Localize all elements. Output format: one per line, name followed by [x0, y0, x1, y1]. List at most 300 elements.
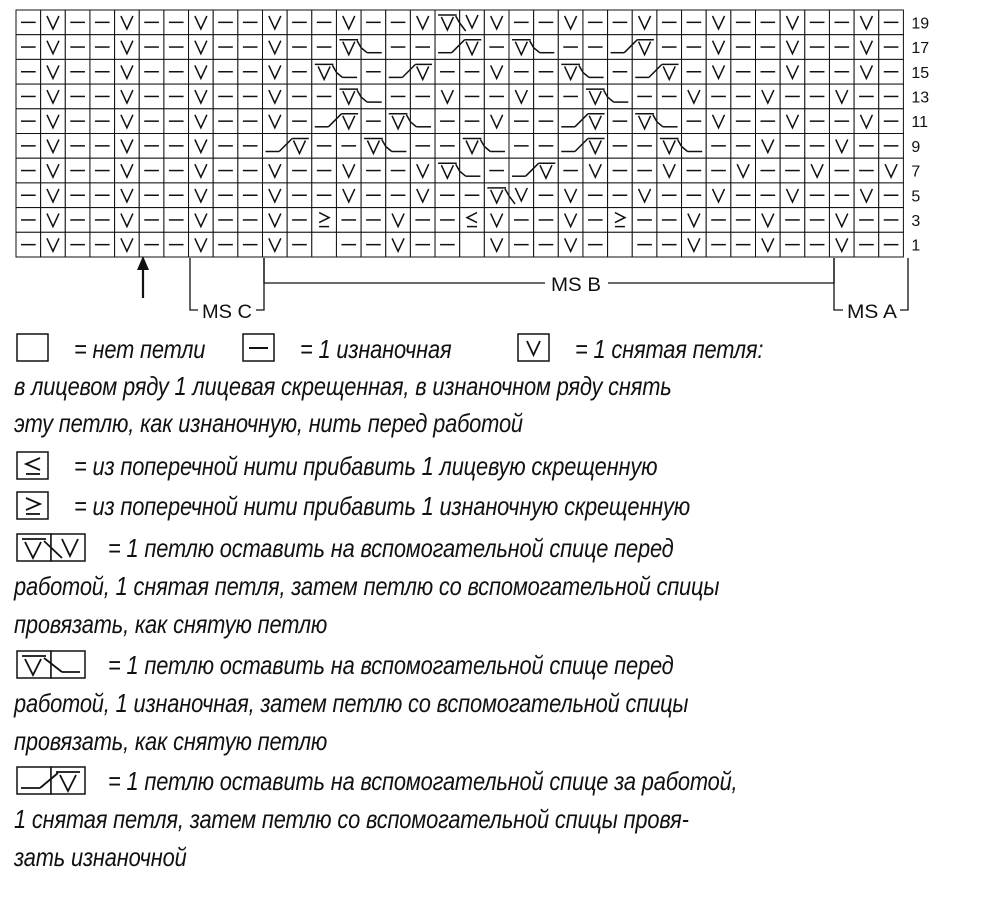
slip-stitch-cell — [386, 208, 411, 233]
purl-cell — [854, 84, 879, 109]
purl-cell — [805, 10, 830, 35]
purl-cell — [361, 158, 386, 183]
purl-cell — [287, 183, 312, 208]
purl-cell — [410, 208, 435, 233]
purl-cell — [731, 35, 756, 60]
purl-cell — [731, 208, 756, 233]
legend-empty-text: = нет петли — [74, 334, 206, 364]
cross-back-right-cell — [336, 109, 361, 134]
slip-stitch-cell — [854, 10, 879, 35]
purl-cell — [65, 35, 90, 60]
purl-cell — [287, 84, 312, 109]
purl-cell — [706, 84, 731, 109]
slip-stitch-cell — [829, 208, 854, 233]
empty-cell-icon — [16, 333, 50, 363]
cross-front-purl-right-cell — [386, 134, 411, 159]
slip-stitch-cell — [189, 208, 214, 233]
purl-cell — [213, 183, 238, 208]
purl-cell — [435, 109, 460, 134]
slip-stitch-cell — [263, 84, 288, 109]
purl-cell — [509, 232, 534, 257]
cross-back-left-cell — [558, 109, 583, 134]
slip-stitch-cell — [115, 59, 140, 84]
legend-cross-front-purl-1: = 1 петлю оставить на вспомогательной спице перед — [108, 650, 674, 680]
slip-stitch-cell — [189, 183, 214, 208]
purl-cell — [583, 35, 608, 60]
purl-cell — [731, 232, 756, 257]
cross-front-slip-left-cell — [484, 183, 509, 208]
purl-cell — [682, 10, 707, 35]
purl-cell — [534, 232, 559, 257]
purl-cell — [16, 59, 41, 84]
cross-front-purl-right-cell — [682, 134, 707, 159]
legend-purl-text: = 1 изнаночная — [300, 334, 452, 364]
purl-cell — [608, 158, 633, 183]
purl-cell — [65, 109, 90, 134]
purl-cell — [756, 35, 781, 60]
purl-cell — [879, 208, 904, 233]
purl-cell — [706, 232, 731, 257]
purl-cell — [238, 10, 263, 35]
purl-cell — [65, 232, 90, 257]
slip-stitch-cell — [263, 35, 288, 60]
slip-stitch-cell — [829, 134, 854, 159]
slip-stitch-cell — [189, 84, 214, 109]
slip-stitch-cell — [558, 208, 583, 233]
slip-stitch-cell — [706, 10, 731, 35]
purl-cell — [583, 208, 608, 233]
purl-cell — [386, 10, 411, 35]
purl-cell — [65, 84, 90, 109]
purl-cell — [608, 109, 633, 134]
slip-stitch-cell — [41, 134, 66, 159]
purl-cell — [756, 10, 781, 35]
purl-cell — [238, 59, 263, 84]
purl-cell — [879, 84, 904, 109]
ms-c-label: MS C — [202, 302, 252, 323]
purl-cell — [509, 59, 534, 84]
purl-cell — [90, 35, 115, 60]
purl-cell — [583, 10, 608, 35]
purl-cell — [386, 35, 411, 60]
slip-stitch-cell — [41, 158, 66, 183]
slip-stitch-cell — [263, 183, 288, 208]
purl-cell — [509, 10, 534, 35]
purl-cell — [410, 232, 435, 257]
purl-cell — [164, 59, 189, 84]
purl-cell — [829, 59, 854, 84]
slip-stitch-cell — [484, 10, 509, 35]
purl-cell — [829, 158, 854, 183]
slip-stitch-cell — [41, 232, 66, 257]
purl-cell — [65, 10, 90, 35]
purl-cell — [706, 158, 731, 183]
cross-back-left-cell — [509, 158, 534, 183]
cross-back-left-cell — [386, 59, 411, 84]
slip-stitch-cell — [756, 84, 781, 109]
cross-back-left-cell — [312, 109, 337, 134]
row-label: 9 — [911, 138, 921, 156]
purl-cell — [312, 183, 337, 208]
purl-cell — [238, 84, 263, 109]
slip-stitch-cell — [632, 10, 657, 35]
row-number-labels — [911, 15, 929, 254]
slip-stitch-cell — [41, 10, 66, 35]
slip-stitch-cell — [484, 59, 509, 84]
purl-cell — [287, 10, 312, 35]
slip-stitch-cell — [263, 10, 288, 35]
slip-stitch-cell — [115, 35, 140, 60]
purl-cell — [238, 109, 263, 134]
slip-stitch-cell — [854, 35, 879, 60]
slip-stitch-cell — [41, 59, 66, 84]
purl-cell — [90, 134, 115, 159]
purl-cell — [805, 109, 830, 134]
row-label: 7 — [911, 163, 921, 181]
purl-cell — [460, 183, 485, 208]
cross-front-purl-left-cell — [435, 158, 460, 183]
slip-stitch-cell — [263, 232, 288, 257]
row-label: 5 — [911, 188, 921, 206]
cross-back-left-cell — [632, 59, 657, 84]
empty-cell — [608, 232, 633, 257]
purl-cell — [805, 183, 830, 208]
purl-cell — [682, 158, 707, 183]
cross-front-purl-right-cell — [534, 35, 559, 60]
slip-stitch-cell — [558, 232, 583, 257]
purl-cell — [213, 158, 238, 183]
slip-stitch-cell — [386, 232, 411, 257]
purl-cell — [90, 84, 115, 109]
cross-back-right-cell — [632, 35, 657, 60]
purl-cell — [16, 232, 41, 257]
purl-icon — [242, 333, 276, 363]
slip-stitch-cell — [263, 208, 288, 233]
purl-cell — [706, 208, 731, 233]
purl-cell — [139, 59, 164, 84]
slip-stitch-cell — [484, 109, 509, 134]
slip-stitch-cell — [829, 84, 854, 109]
purl-cell — [16, 10, 41, 35]
cross-front-purl-right-cell — [460, 158, 485, 183]
slip-stitch-cell — [41, 109, 66, 134]
slip-stitch-cell — [558, 10, 583, 35]
purl-cell — [213, 59, 238, 84]
purl-cell — [238, 134, 263, 159]
slip-stitch-cell — [189, 35, 214, 60]
purl-cell — [879, 134, 904, 159]
purl-cell — [534, 84, 559, 109]
purl-cell — [854, 232, 879, 257]
purl-cell — [558, 158, 583, 183]
purl-cell — [756, 109, 781, 134]
purl-cell — [484, 84, 509, 109]
increase-purl-icon — [16, 491, 50, 521]
purl-cell — [336, 134, 361, 159]
purl-cell — [386, 84, 411, 109]
slip-stitch-cell — [854, 59, 879, 84]
purl-cell — [534, 183, 559, 208]
purl-cell — [484, 35, 509, 60]
purl-cell — [435, 208, 460, 233]
purl-cell — [213, 35, 238, 60]
purl-cell — [65, 158, 90, 183]
slip-stitch-cell — [509, 84, 534, 109]
purl-cell — [139, 10, 164, 35]
purl-cell — [336, 208, 361, 233]
purl-cell — [386, 158, 411, 183]
increase-knit-cell — [460, 208, 485, 233]
legend-slip-detail-1: в лицевом ряду 1 лицевая скрещенная, в изнаночном ряду снять — [14, 371, 672, 401]
purl-cell — [213, 84, 238, 109]
slip-stitch-cell — [706, 59, 731, 84]
purl-cell — [879, 35, 904, 60]
cross-front-purl-left-cell — [460, 134, 485, 159]
slip-stitch-cell — [410, 183, 435, 208]
purl-cell — [287, 158, 312, 183]
slip-stitch-cell — [115, 232, 140, 257]
cross-back-right-cell — [460, 35, 485, 60]
cross-front-purl-left-cell — [386, 109, 411, 134]
cross-front-purl-right-cell — [608, 84, 633, 109]
legend-cross-front-purl-2: работой, 1 изнаночная, затем петлю со вспомогательной спицы — [14, 688, 689, 718]
purl-cell — [583, 232, 608, 257]
purl-cell — [213, 10, 238, 35]
purl-cell — [164, 109, 189, 134]
purl-cell — [410, 134, 435, 159]
purl-cell — [139, 84, 164, 109]
purl-cell — [805, 59, 830, 84]
row-label: 13 — [911, 89, 930, 107]
empty-cell — [312, 232, 337, 257]
slip-stitch-icon — [517, 333, 551, 363]
increase-purl-cell — [312, 208, 337, 233]
row-label: 11 — [911, 114, 929, 132]
purl-cell — [608, 134, 633, 159]
purl-cell — [287, 35, 312, 60]
purl-cell — [509, 109, 534, 134]
purl-cell — [139, 35, 164, 60]
purl-cell — [484, 158, 509, 183]
slip-stitch-cell — [263, 109, 288, 134]
slip-stitch-cell — [632, 183, 657, 208]
slip-stitch-cell — [189, 232, 214, 257]
slip-stitch-cell — [336, 183, 361, 208]
purl-cell — [90, 183, 115, 208]
cross-front-purl-left-cell — [583, 84, 608, 109]
purl-cell — [780, 232, 805, 257]
purl-cell — [534, 109, 559, 134]
slip-stitch-cell — [410, 158, 435, 183]
purl-cell — [139, 134, 164, 159]
purl-cell — [731, 134, 756, 159]
purl-cell — [312, 158, 337, 183]
purl-cell — [164, 232, 189, 257]
purl-cell — [312, 134, 337, 159]
slip-stitch-cell — [731, 158, 756, 183]
purl-cell — [16, 134, 41, 159]
start-arrow — [137, 256, 149, 298]
legend-cross-back-3: зать изнаночной — [14, 842, 187, 872]
cross-front-purl-left-cell — [558, 59, 583, 84]
legend-slip-text: = 1 снятая петля: — [575, 334, 764, 364]
purl-cell — [361, 59, 386, 84]
purl-cell — [16, 35, 41, 60]
slip-stitch-cell — [336, 158, 361, 183]
purl-cell — [780, 208, 805, 233]
cross-front-purl-left-cell — [632, 109, 657, 134]
increase-knit-icon — [16, 451, 50, 481]
slip-stitch-cell — [780, 109, 805, 134]
purl-cell — [632, 208, 657, 233]
cross-front-purl-left-cell — [312, 59, 337, 84]
slip-stitch-cell — [558, 183, 583, 208]
slip-stitch-cell — [780, 59, 805, 84]
row-label: 3 — [911, 212, 921, 230]
purl-cell — [90, 59, 115, 84]
purl-cell — [657, 208, 682, 233]
slip-stitch-cell — [189, 134, 214, 159]
purl-cell — [756, 183, 781, 208]
slip-stitch-cell — [805, 158, 830, 183]
slip-stitch-cell — [756, 232, 781, 257]
purl-cell — [336, 232, 361, 257]
purl-cell — [632, 134, 657, 159]
slip-stitch-cell — [706, 109, 731, 134]
purl-cell — [608, 183, 633, 208]
cross-front-purl-right-cell — [410, 109, 435, 134]
purl-cell — [608, 10, 633, 35]
increase-purl-cell — [608, 208, 633, 233]
slip-stitch-cell — [41, 208, 66, 233]
purl-cell — [756, 59, 781, 84]
chart-grid — [16, 10, 903, 257]
slip-stitch-cell — [484, 208, 509, 233]
cross-front-purl-right-cell — [361, 84, 386, 109]
slip-stitch-cell — [435, 84, 460, 109]
purl-cell — [608, 59, 633, 84]
purl-cell — [583, 183, 608, 208]
cross-back-right-cell — [583, 134, 608, 159]
slip-stitch-cell — [756, 134, 781, 159]
purl-cell — [780, 158, 805, 183]
purl-cell — [435, 59, 460, 84]
cross-back-right-cell — [287, 134, 312, 159]
purl-cell — [238, 158, 263, 183]
legend-cross-front-slip-2: работой, 1 снятая петля, затем петлю со вспомогательной спицы — [14, 571, 720, 601]
slip-stitch-cell — [263, 158, 288, 183]
purl-cell — [879, 183, 904, 208]
purl-cell — [139, 158, 164, 183]
slip-stitch-cell — [583, 158, 608, 183]
purl-cell — [16, 183, 41, 208]
purl-cell — [558, 84, 583, 109]
slip-stitch-cell — [115, 134, 140, 159]
purl-cell — [534, 134, 559, 159]
slip-stitch-cell — [336, 10, 361, 35]
slip-stitch-cell — [756, 208, 781, 233]
purl-cell — [65, 183, 90, 208]
purl-cell — [854, 158, 879, 183]
cross-front-purl-left-cell — [361, 134, 386, 159]
purl-cell — [460, 59, 485, 84]
purl-cell — [238, 208, 263, 233]
purl-cell — [657, 10, 682, 35]
purl-cell — [16, 158, 41, 183]
purl-cell — [361, 232, 386, 257]
purl-cell — [682, 35, 707, 60]
purl-cell — [90, 10, 115, 35]
purl-cell — [16, 109, 41, 134]
purl-cell — [410, 84, 435, 109]
purl-cell — [164, 158, 189, 183]
slip-stitch-cell — [706, 35, 731, 60]
purl-cell — [361, 208, 386, 233]
cross-front-purl-icon — [16, 650, 90, 680]
cross-back-right-cell — [534, 158, 559, 183]
cross-back-right-cell — [410, 59, 435, 84]
purl-cell — [731, 109, 756, 134]
slip-stitch-cell — [115, 183, 140, 208]
slip-stitch-cell — [854, 183, 879, 208]
purl-cell — [879, 109, 904, 134]
purl-cell — [829, 35, 854, 60]
slip-stitch-cell — [115, 158, 140, 183]
purl-cell — [657, 35, 682, 60]
slip-stitch-cell — [780, 10, 805, 35]
row-label: 1 — [911, 237, 921, 255]
purl-cell — [139, 109, 164, 134]
purl-cell — [632, 232, 657, 257]
purl-cell — [558, 35, 583, 60]
purl-cell — [16, 208, 41, 233]
purl-cell — [410, 35, 435, 60]
purl-cell — [805, 35, 830, 60]
slip-stitch-cell — [263, 59, 288, 84]
cross-front-slip-right-cell — [509, 183, 534, 208]
purl-cell — [632, 158, 657, 183]
purl-cell — [139, 183, 164, 208]
purl-cell — [238, 35, 263, 60]
purl-cell — [139, 232, 164, 257]
slip-stitch-cell — [682, 84, 707, 109]
purl-cell — [213, 208, 238, 233]
legend-slip-detail-2: эту петлю, как изнаночную, нить перед работой — [14, 408, 523, 438]
purl-cell — [65, 59, 90, 84]
cross-front-purl-right-cell — [484, 134, 509, 159]
purl-cell — [780, 84, 805, 109]
purl-cell — [879, 10, 904, 35]
slip-stitch-cell — [189, 59, 214, 84]
ms-a-label: MS A — [847, 302, 898, 323]
purl-cell — [164, 208, 189, 233]
purl-cell — [682, 59, 707, 84]
cross-back-left-cell — [558, 134, 583, 159]
purl-cell — [16, 84, 41, 109]
cross-front-purl-left-cell — [509, 35, 534, 60]
cross-front-purl-right-cell — [336, 59, 361, 84]
slip-stitch-cell — [706, 183, 731, 208]
cross-front-purl-left-cell — [657, 134, 682, 159]
legend-inc-purl-text: = из поперечной нити прибавить 1 изнаночную скрещенную — [74, 491, 691, 521]
legend-cross-back-1: = 1 петлю оставить на вспомогательной спице за работой, — [108, 766, 738, 796]
purl-cell — [805, 134, 830, 159]
purl-cell — [657, 183, 682, 208]
purl-cell — [164, 10, 189, 35]
purl-cell — [435, 134, 460, 159]
slip-stitch-cell — [682, 208, 707, 233]
purl-cell — [509, 134, 534, 159]
